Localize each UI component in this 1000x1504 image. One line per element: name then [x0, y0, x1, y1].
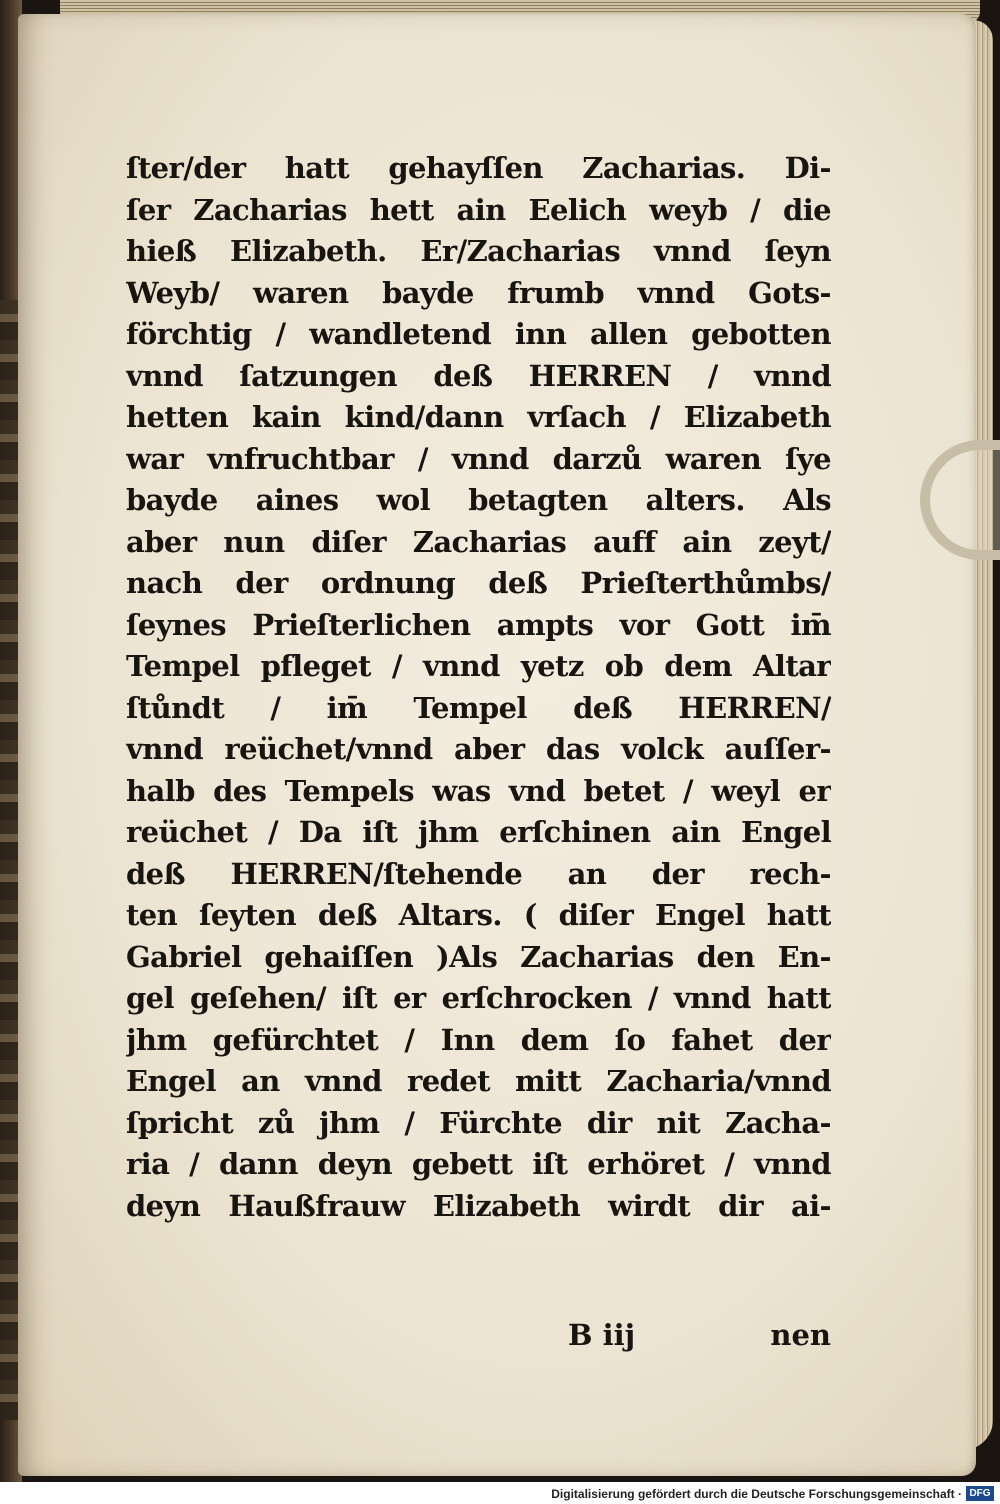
catchword: nen [770, 1318, 831, 1352]
page-text [126, 148, 831, 1227]
text-line: deß HERREN/ſtehende an der rech- [126, 856, 831, 891]
credit-bar [0, 1482, 1000, 1504]
text-line: nach der ordnung deß Prieſterthůmbs/ [126, 566, 831, 600]
text-line: reüchet / Da iſt jhm erſchinen ain Engel [126, 815, 831, 849]
text-line: halb des Tempels was vnd betet / weyl er [126, 773, 831, 808]
text-line: gel geſehen/ iſt er erſchrocken / vnnd hatt [126, 981, 831, 1015]
text-line: vnnd ſatzungen deß HERREN / vnnd [126, 358, 831, 393]
text-line: ſpricht zů jhm / Fürchte dir nit Zacha- [126, 1105, 831, 1140]
text-line: ſtůndt / im̄ Tempel deß HERREN/ [126, 690, 831, 725]
text-line: Gabriel gehaiſſen )Als Zacharias den En- [126, 939, 831, 974]
text-line: hieß Elizabeth. Er/Zacharias vnnd ſeyn [126, 234, 831, 268]
text-line: Engel an vnnd redet mitt Zacharia/vnnd [126, 1064, 831, 1098]
text-line: Tempel pfleget / vnnd yetz ob dem Altar [126, 649, 831, 683]
dfg-logo-icon: DFG [966, 1486, 994, 1501]
text-line: ſter/der hatt gehayſſen Zacharias. Di- [126, 151, 831, 185]
credit-text: Digitalisierung gefördert durch die Deutsche Forschungsgemeinschaft · [551, 1487, 962, 1501]
text-line: bayde aines wol betagten alters. Als [126, 483, 831, 517]
text-line: Weyb/ waren bayde frumb vnnd Gots- [126, 275, 831, 310]
signature-mark: B iij [568, 1318, 636, 1352]
text-line: deyn Haußfrauw Elizabeth wirdt dir ai- [126, 1188, 831, 1223]
page-footer [558, 1318, 831, 1362]
text-line: ria / dann deyn gebett iſt erhöret / vnnd [126, 1147, 831, 1181]
text-line: hetten kain kind/dann vrſach / Elizabeth [126, 400, 831, 434]
text-line: ſer Zacharias hett ain Eelich weyb / die [126, 192, 831, 227]
text-line: jhm gefürchtet / Inn dem ſo fahet der [126, 1022, 831, 1057]
text-line: aber nun diſer Zacharias auff ain zeyt/ [126, 524, 831, 559]
text-line: ſeynes Prieſterlichen ampts vor Gott im̄ [126, 607, 831, 642]
book-page [18, 14, 976, 1476]
text-line: war vnfruchtbar / vnnd darzů waren ſye [126, 441, 831, 476]
text-line: förchtig / wandletend inn allen gebotten [126, 317, 831, 351]
facing-page-edge [0, 300, 20, 1420]
text-line: vnnd reüchet/vnnd aber das volck auſſer- [126, 732, 831, 766]
text-line: ten ſeyten deß Altars. ( diſer Engel hatt [126, 898, 831, 932]
